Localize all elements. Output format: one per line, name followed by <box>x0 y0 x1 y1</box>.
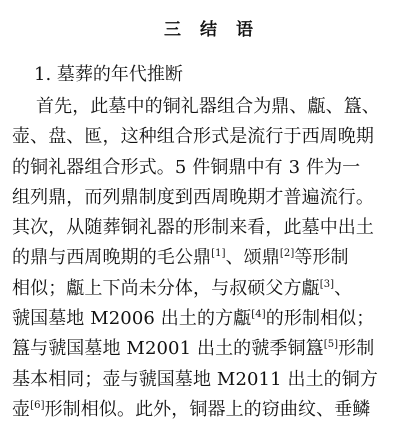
text-line <box>12 245 349 271</box>
text-line <box>12 336 374 362</box>
section-heading-char: 语 <box>236 20 253 40</box>
section-heading-char: 三 <box>164 20 181 40</box>
text-line: 壶、盘、匜，这种组合形式是流行于西周晚期 <box>12 126 374 147</box>
citation-ref: [1] <box>211 248 226 259</box>
text-run: 的形制相似； <box>265 308 375 329</box>
text-run: 、 <box>334 278 353 299</box>
text-run: 、颂鼎 <box>225 247 280 268</box>
text-run: 形制 <box>338 338 375 359</box>
text-run: 虢国墓地 M2006 出土的方甗 <box>12 308 252 329</box>
text-line: 首先，此墓中的铜礼器组合为鼎、甗、簋、 <box>36 96 380 117</box>
section-heading-char: 结 <box>200 20 217 40</box>
section-heading <box>0 16 413 44</box>
text-line: 其次，从随葬铜礼器的形制来看，此墓中出土 <box>12 217 374 238</box>
citation-ref: [2] <box>279 248 295 259</box>
citation-ref: [6] <box>30 400 45 411</box>
citation-ref: [3] <box>319 279 335 290</box>
text-line: 的铜礼器组合形式。5 件铜鼎中有 3 件为一 <box>12 157 361 178</box>
text-run: 形制相似。此外，铜器上的窃曲纹、垂鳞 <box>44 399 371 420</box>
text-run: 簋与虢国墓地 M2001 出土的虢季铜簋 <box>12 338 324 359</box>
text-line: 组列鼎，而列鼎制度到西周晚期才普遍流行。 <box>12 187 374 208</box>
text-line <box>12 276 352 302</box>
text-line <box>12 397 370 423</box>
text-line: 基本相同；壶与虢国墓地 M2011 出土的铜方 <box>12 369 378 390</box>
text-run: 的鼎与西周晚期的毛公鼎 <box>12 247 212 268</box>
text-run: 相似；甗上下尚未分体，与叔硕父方甗 <box>12 278 320 299</box>
citation-ref: [4] <box>251 309 266 320</box>
text-run: 等形制 <box>294 247 349 268</box>
subsection-title: 1. 墓葬的年代推断 <box>34 64 183 85</box>
citation-ref: [5] <box>323 339 339 350</box>
text-line <box>12 306 374 332</box>
text-run: 壶 <box>12 399 31 420</box>
